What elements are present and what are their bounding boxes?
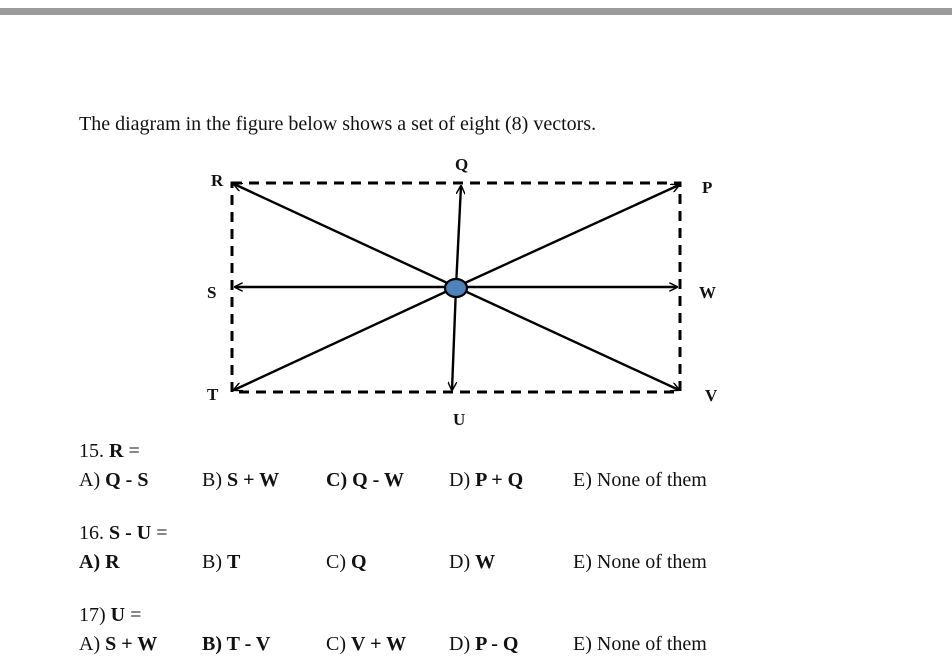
label-r: R	[211, 171, 224, 190]
question-number: 16.	[79, 522, 104, 544]
choice-a[interactable]	[79, 469, 148, 492]
choice-expr: S + W	[105, 633, 158, 655]
question-prompt	[79, 440, 140, 463]
choice-b[interactable]	[202, 633, 270, 656]
choice-b[interactable]	[202, 551, 240, 574]
choice-letter: A)	[79, 551, 106, 573]
label-s: S	[207, 283, 217, 302]
choice-c[interactable]	[326, 633, 406, 656]
choice-letter: A)	[79, 633, 106, 655]
vector-u-arrow	[452, 287, 456, 390]
question-prompt-equals: =	[125, 604, 142, 626]
choice-letter: B)	[202, 469, 227, 491]
choice-expr: P + Q	[475, 469, 524, 491]
choice-letter: E)	[573, 551, 597, 573]
vector-p-arrow	[456, 185, 679, 287]
choice-expr: Q - S	[105, 469, 149, 491]
choice-letter: E)	[573, 469, 597, 491]
choice-expr: Q	[351, 551, 367, 573]
choice-letter: B)	[202, 551, 227, 573]
question-prompt-expr: S - U	[109, 522, 152, 544]
choice-c[interactable]	[326, 551, 367, 574]
choice-expr: S + W	[227, 469, 280, 491]
choice-e[interactable]	[573, 633, 707, 656]
choice-letter: C)	[326, 633, 351, 655]
choice-letter: D)	[449, 469, 476, 491]
label-v: V	[705, 386, 718, 405]
intro-text: The diagram in the figure below shows a set of eight (8) vectors.	[79, 113, 597, 135]
vector-r-arrow	[234, 184, 456, 287]
choice-b[interactable]	[202, 469, 279, 492]
center-point	[445, 279, 467, 297]
vector-v-arrow	[456, 287, 679, 390]
question-prompt-equals: =	[151, 522, 168, 544]
choice-d[interactable]	[449, 551, 495, 574]
question-prompt	[79, 522, 168, 545]
choice-letter: C)	[326, 469, 353, 491]
question-prompt-expr: U	[110, 604, 126, 626]
choice-a[interactable]	[79, 551, 120, 574]
choice-expr: T - V	[226, 633, 271, 655]
choice-expr: None of them	[596, 469, 707, 491]
choice-expr: T	[227, 551, 241, 573]
question-15	[79, 440, 707, 495]
choice-d[interactable]	[449, 469, 523, 492]
choice-c[interactable]	[326, 469, 404, 492]
label-p: P	[702, 178, 713, 197]
label-q: Q	[455, 155, 469, 174]
vector-t-arrow	[234, 287, 456, 390]
question-number: 17)	[79, 604, 106, 626]
question-prompt-expr: R	[109, 440, 124, 462]
label-t: T	[207, 385, 219, 404]
choice-expr: R	[105, 551, 120, 573]
question-prompt-equals: =	[123, 440, 140, 462]
choice-a[interactable]	[79, 633, 157, 656]
label-u: U	[453, 410, 466, 429]
choice-expr: None of them	[596, 633, 707, 655]
choice-letter: A)	[79, 469, 106, 491]
label-w: W	[699, 283, 716, 302]
question-16	[79, 522, 707, 577]
choice-letter: C)	[326, 551, 351, 573]
choice-letter: D)	[449, 551, 476, 573]
choice-expr: W	[475, 551, 496, 573]
choice-expr: P - Q	[475, 633, 519, 655]
choice-e[interactable]	[573, 469, 707, 492]
choice-e[interactable]	[573, 551, 707, 574]
choice-letter: D)	[449, 633, 476, 655]
question-number: 15.	[79, 440, 104, 462]
vector-q-arrow	[456, 186, 461, 287]
question-prompt	[79, 604, 141, 627]
choice-letter: E)	[573, 633, 597, 655]
question-17	[79, 604, 707, 659]
choice-d[interactable]	[449, 633, 518, 656]
choice-expr: Q - W	[352, 469, 404, 491]
choice-expr: None of them	[596, 551, 707, 573]
choice-letter: B)	[202, 633, 227, 655]
choice-expr: V + W	[351, 633, 407, 655]
